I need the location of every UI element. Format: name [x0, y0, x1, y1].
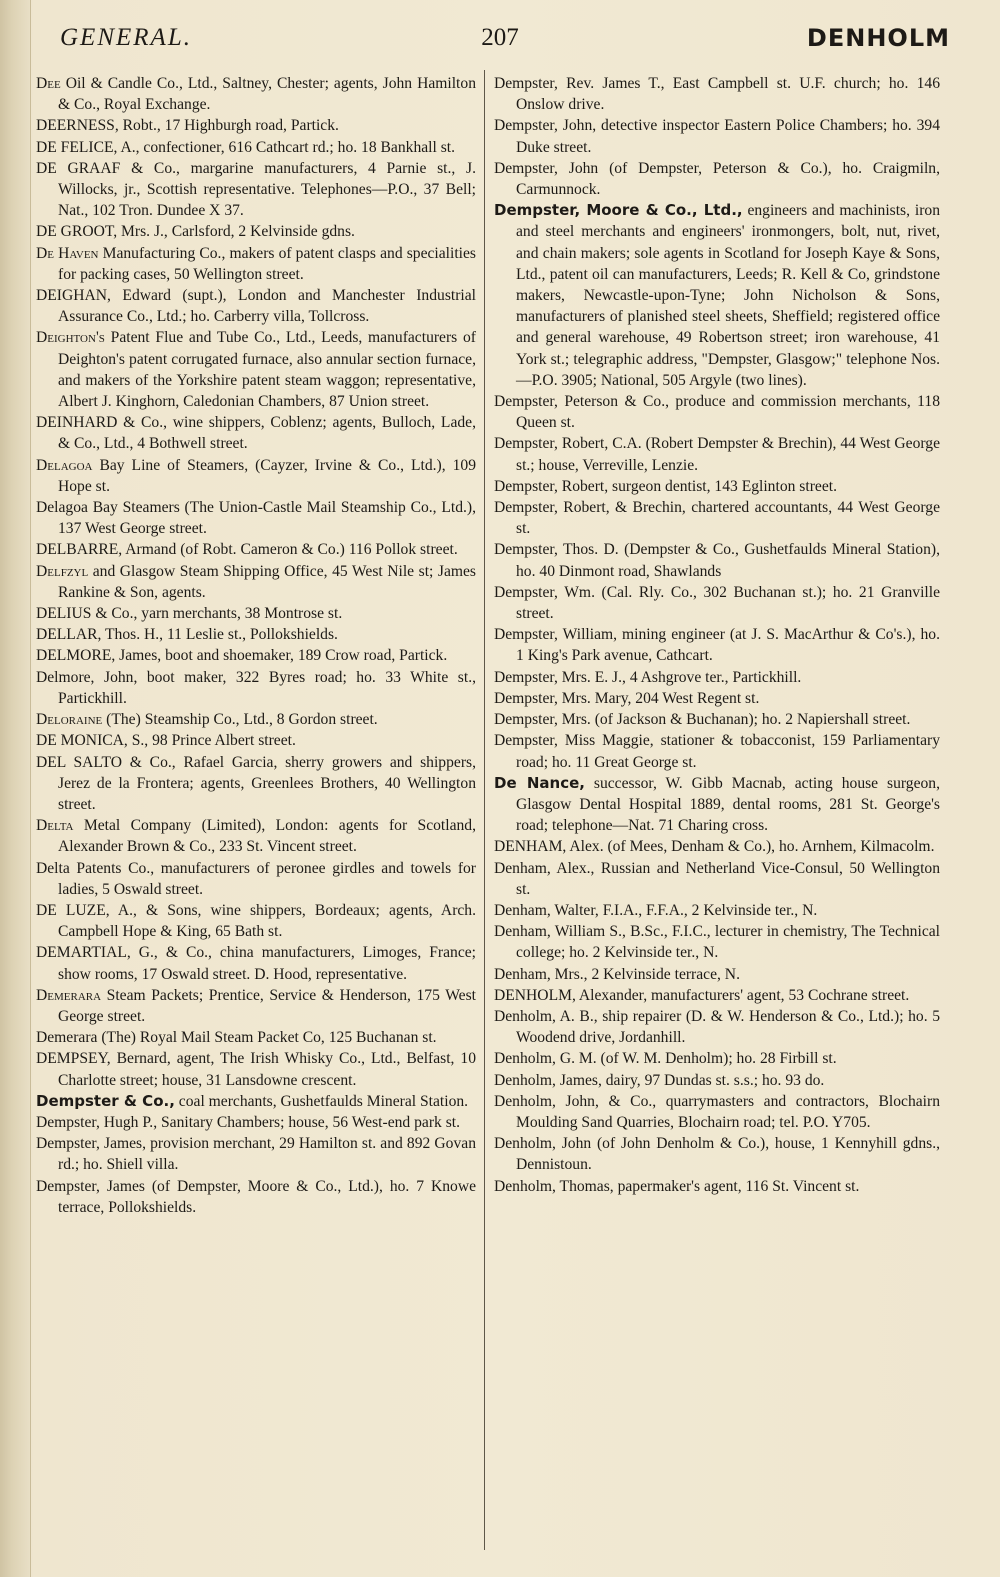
entry-details: & Co., Rafael Garcia, sherry growers and shippers, Jerez de la Frontera; agents, Greenlees Brothers, 40 Wellington street.: [58, 753, 476, 813]
entry-name: DE GROOT,: [36, 223, 118, 241]
directory-entry: [36, 667, 476, 709]
entry-details: Peterson & Co., produce and commission merchants, 118 Queen st.: [516, 393, 940, 432]
running-head: DENHOLM: [806, 24, 950, 52]
directory-entry: [494, 688, 940, 709]
entry-details: & Co., wine shippers, Coblenz; agents, Bulloch, Lade, & Co., Ltd., 4 Bothwell street.: [58, 414, 476, 453]
directory-entry: [36, 624, 476, 645]
directory-entry: [494, 773, 940, 837]
entry-name: Denham,: [494, 901, 551, 919]
entry-name: DE GRAAF: [36, 159, 121, 177]
entry-name: DENHOLM,: [494, 986, 576, 1004]
column-divider: [484, 70, 485, 1550]
directory-entry: [494, 476, 940, 497]
entry-details: Mrs., 2 Kelvinside terrace, N.: [550, 965, 740, 983]
entry-details: William, mining engineer (at J. S. MacArthur & Co's.), ho. 1 King's Park avenue, Cathcart.: [516, 626, 940, 665]
entry-name: DEMPSEY,: [36, 1050, 111, 1068]
directory-entry: [36, 1027, 476, 1048]
entry-details: Wm. (Cal. Rly. Co., 302 Buchanan st.); ho. 21 Granville street.: [516, 583, 940, 623]
entry-details: Mrs. J., Carlsford, 2 Kelvinside gdns.: [117, 223, 355, 241]
entry-name: DELLAR,: [36, 626, 102, 644]
directory-entry: [494, 1070, 940, 1091]
entry-details: William S., B.Sc., F.I.C., lecturer in chemistry, The Technical college; ho. 2 Kelvinside ter., N.: [516, 923, 940, 962]
entry-name: Denholm,: [494, 1177, 556, 1195]
directory-entry: [36, 752, 476, 816]
entry-name: DEINHARD: [36, 414, 118, 432]
directory-entry: [36, 497, 476, 539]
directory-entry: [494, 115, 940, 157]
entry-details: Bernard, agent, The Irish Whisky Co., Ltd., Belfast, 10 Charlotte street; house, 31 Lansdowne crescent.: [58, 1050, 476, 1089]
entry-name: Dempster & Co.,: [36, 1091, 175, 1110]
entry-details: Thos. H., 11 Leslie st., Pollokshields.: [101, 626, 338, 644]
entry-details: Robert, surgeon dentist, 143 Eglinton street.: [557, 477, 837, 495]
entry-name: Dempster,: [494, 732, 558, 750]
entry-name: Delta: [36, 817, 74, 835]
entry-name: DELBARRE,: [36, 541, 123, 559]
directory-entry: [36, 243, 476, 285]
directory-entry: [494, 1006, 940, 1048]
entry-details: Rev. James T., East Campbell st. U.F. church; ho. 146 Onslow drive.: [516, 75, 940, 114]
directory-entry: [36, 603, 476, 624]
page-header: [60, 18, 950, 62]
directory-entry: [494, 1048, 940, 1069]
entry-details: S., 98 Prince Albert street.: [127, 732, 296, 750]
entry-name: DELIUS: [36, 605, 92, 623]
entry-details: Walter, F.I.A., F.F.A., 2 Kelvinside ter., N.: [550, 901, 818, 919]
entry-name: Demerara: [36, 986, 102, 1004]
entry-details: John (of John Denholm & Co.), house, 1 Kennyhill gdns., Dennistoun.: [516, 1135, 940, 1174]
entry-name: Dee: [36, 75, 61, 92]
entry-name: Dempster,: [36, 1113, 100, 1131]
entry-name: DEERNESS,: [36, 117, 119, 135]
directory-entry: [36, 942, 476, 984]
entry-name: DE LUZE,: [36, 901, 110, 919]
entry-details: John (of Dempster, Peterson & Co.), ho. Craigmiln, Carmunnock.: [516, 159, 940, 199]
entry-details: John, boot maker, 322 Byres road; ho. 33 White st., Partickhill.: [58, 668, 476, 707]
entry-details: James (of Dempster, Moore & Co., Ltd.), ho. 7 Knowe terrace, Pollokshields.: [58, 1177, 476, 1216]
entry-details: James, provision merchant, 29 Hamilton st. and 892 Govan rd.; ho. Shiell villa.: [58, 1135, 476, 1174]
entry-name: Delmore,: [36, 668, 95, 686]
directory-entry: [36, 985, 476, 1027]
entry-name: Dempster,: [494, 159, 558, 177]
entry-name: Dempster,: [36, 1177, 100, 1195]
entry-name: Denham,: [494, 965, 551, 983]
entry-details: Thos. D. (Dempster & Co., Gushetfaulds Mineral Station), ho. 40 Dinmont road, Shawlands: [516, 541, 940, 580]
directory-entry: [494, 964, 940, 985]
entry-name: Deighton's: [36, 329, 105, 347]
entry-name: Dempster,: [494, 711, 558, 729]
entry-name: Dempster,: [494, 393, 558, 411]
entry-details: Robt., 17 Highburgh road, Partick.: [118, 117, 339, 135]
entry-details: Bay Steamers (The Union-Castle Mail Steamship Co., Ltd.), 137 West George street.: [58, 499, 476, 538]
entry-details: Steam Packets; Prentice, Service & Henderson, 175 West George street.: [58, 986, 476, 1025]
page-number: 207: [481, 24, 519, 51]
directory-entry: [36, 137, 476, 158]
entry-details: Bay Line of Steamers, (Cayzer, Irvine & Co., Ltd.), 109 Hope st.: [58, 456, 476, 495]
entry-name: DEMARTIAL,: [36, 944, 131, 962]
right-column: [494, 73, 940, 1197]
entry-details: Patent Flue and Tube Co., Ltd., Leeds, manufacturers of Deighton's patent corrugated furnace, also annular section furnace, and makers of the Yorkshire patent steam waggon; representative, Albert J. Kinghorn, Caledonian Chambers, 87 Union street.: [58, 329, 476, 411]
entry-name: Denholm,: [494, 1071, 556, 1089]
directory-entry: [36, 709, 476, 730]
entry-name: DEIGHAN,: [36, 287, 111, 305]
entry-name: Dempster,: [494, 668, 558, 686]
entry-name: DE FELICE,: [36, 138, 118, 156]
directory-entry: [494, 158, 940, 200]
directory-entry: [36, 1133, 476, 1175]
entry-details: A. B., ship repairer (D. & W. Henderson & Co., Ltd.); ho. 5 Woodend drive, Jordanhill.: [516, 1007, 940, 1047]
entry-details: John, detective inspector Eastern Police Chambers; ho. 394 Duke street.: [516, 117, 940, 156]
entry-details: & Co., margarine manufacturers, 4 Parnie st., J. Willocks, jr., Scottish representative. Telephones—P.O., 37 Bell; Nat., 102 Tron. Dundee X 37.: [58, 159, 476, 220]
entry-name: Deloraine: [36, 711, 103, 729]
directory-entry: [494, 200, 940, 391]
directory-entry: [36, 730, 476, 751]
directory-entry: [36, 645, 476, 666]
directory-entry: [494, 497, 940, 539]
directory-entry: [36, 1112, 476, 1133]
directory-entry: [494, 624, 940, 666]
entry-name: Demerara: [36, 1029, 98, 1047]
directory-entry: [36, 73, 476, 115]
entry-details: and Glasgow Steam Shipping Office, 45 West Nile st; James Rankine & Son, agents.: [58, 562, 476, 601]
directory-entry: [494, 667, 940, 688]
entry-details: Miss Maggie, stationer & tobacconist, 159 Parliamentary road; ho. 11 Great George st.: [516, 732, 940, 771]
directory-entry: [36, 1091, 476, 1112]
entry-details: G. M. (of W. M. Denholm); ho. 28 Firbill st.: [555, 1050, 837, 1068]
directory-entry: [36, 412, 476, 454]
entry-name: Dempster,: [494, 583, 558, 601]
entry-details: (The) Steamship Co., Ltd., 8 Gordon street.: [102, 711, 378, 729]
page-binding-edge: [0, 0, 31, 1577]
entry-name: Denholm,: [494, 1135, 556, 1153]
entry-details: Alex., Russian and Netherland Vice-Consul, 50 Wellington st.: [516, 859, 940, 898]
directory-entry: [494, 709, 940, 730]
entry-details: Oil & Candle Co., Ltd., Saltney, Chester; agents, John Hamilton & Co., Royal Exchange.: [58, 75, 476, 114]
entry-details: James, dairy, 97 Dundas st. s.s.; ho. 93 do.: [555, 1071, 825, 1089]
directory-entry: [36, 900, 476, 942]
directory-entry: [494, 539, 940, 581]
entry-details: engineers and machinists, iron and steel merchants and engineers' ironmongers, bolt, nut, rivet, and chain makers; sole agents in Scotland for Joseph Kaye & Sons, Ltd., patent oil can manufacturers, Leeds; R. Kell & Co, grindstone makers, Newcastle-upon-Tyne; John Nicholson & Sons, manufacturers of planished steel sheets, Sheffield; registered office and general warehouse, 49 Robertson street; iron warehouse, 41 York st.; telegraphic address, "Dempster, Glasgow;" telephone Nos.—P.O. 3905; National, 505 Argyle (two lines).: [516, 202, 940, 389]
entry-name: Dempster, Moore & Co., Ltd.,: [494, 201, 743, 220]
entry-name: Dempster,: [494, 75, 558, 92]
entry-name: Dempster,: [494, 477, 558, 495]
entry-name: DELMORE,: [36, 647, 116, 665]
directory-entry: [494, 900, 940, 921]
entry-details: coal merchants, Gushetfaulds Mineral Station.: [174, 1092, 469, 1110]
entry-details: Alexander, manufacturers' agent, 53 Cochrane street.: [575, 986, 910, 1004]
directory-entry: [494, 582, 940, 624]
directory-entry: [36, 1048, 476, 1090]
directory-entry: [36, 1176, 476, 1218]
directory-entry: [494, 1133, 940, 1175]
entry-name: Dempster,: [494, 626, 558, 644]
entry-details: successor, W. Gibb Macnab, acting house surgeon, Glasgow Dental Hospital 1889, dental rooms, 281 St. George's road; telephone—Nat. 71 Charing cross.: [516, 774, 940, 835]
directory-entry: [36, 115, 476, 136]
entry-name: Dempster,: [494, 689, 558, 707]
entry-details: Mrs. E. J., 4 Ashgrove ter., Partickhill.: [557, 668, 802, 686]
directory-entry: [36, 815, 476, 857]
entry-details: John, & Co., quarrymasters and contractors, Blochairn Moulding Sand Quarries, Blochairn road; tel. P.O. Y705.: [516, 1092, 940, 1131]
directory-entry: [494, 858, 940, 900]
entry-details: Armand (of Robt. Cameron & Co.) 116 Pollok street.: [122, 541, 458, 559]
entry-name: Denholm,: [494, 1007, 556, 1025]
entry-name: Denholm,: [494, 1050, 556, 1068]
directory-entry: [36, 285, 476, 327]
entry-name: Denham,: [494, 923, 551, 941]
entry-details: James, boot and shoemaker, 189 Crow road, Partick.: [115, 647, 448, 665]
entry-name: Dempster,: [494, 435, 558, 453]
entry-details: Mrs. (of Jackson & Buchanan); ho. 2 Napiershall street.: [557, 711, 911, 729]
entry-details: G., & Co., china manufacturers, Limoges, France; show rooms, 17 Oswald street. D. Hood, representative.: [58, 944, 476, 983]
entry-details: Thomas, papermaker's agent, 116 St. Vincent st.: [555, 1177, 860, 1195]
directory-entry: [36, 539, 476, 560]
directory-entry: [36, 455, 476, 497]
directory-entry: [494, 433, 940, 475]
directory-entry: [494, 836, 940, 857]
entry-name: Delta: [36, 859, 70, 877]
entry-details: Manufacturing Co., makers of patent clasps and specialities for packing cases, 50 Wellington street.: [58, 244, 476, 283]
entry-name: Delfzyl: [36, 562, 89, 580]
entry-details: Edward (supt.), London and Manchester Industrial Assurance Co., Ltd.; ho. Carberry villa, Tollcross.: [58, 287, 476, 326]
directory-entry: [36, 327, 476, 412]
entry-details: Patents Co., manufacturers of peronee girdles and towels for ladies, 5 Oswald street.: [58, 859, 476, 898]
entry-name: Delagoa: [36, 499, 88, 517]
entry-name: Dempster,: [494, 499, 558, 517]
entry-name: DENHAM,: [494, 838, 567, 856]
entry-name: Delagoa: [36, 456, 93, 474]
directory-entry: [36, 561, 476, 603]
entry-details: Robert, C.A. (Robert Dempster & Brechin), 44 West George st.; house, Verreville, Lenzie.: [516, 435, 940, 474]
entry-details: Hugh P., Sanitary Chambers; house, 56 West-end park st.: [99, 1113, 461, 1131]
entry-name: Dempster,: [36, 1135, 100, 1153]
entry-details: Mrs. Mary, 204 West Regent st.: [557, 689, 760, 707]
directory-entry: [36, 858, 476, 900]
directory-entry: [494, 1091, 940, 1133]
entry-name: Dempster,: [494, 541, 558, 559]
directory-entry: [494, 1176, 940, 1197]
directory-entry: [36, 158, 476, 222]
entry-name: Denham,: [494, 859, 551, 877]
entry-details: A., confectioner, 616 Cathcart rd.; ho. 18 Bankhall st.: [117, 138, 456, 156]
entry-name: DE MONICA,: [36, 732, 128, 750]
entry-details: (The) Royal Mail Steam Packet Co, 125 Buchanan st.: [97, 1029, 437, 1047]
entry-details: A., & Sons, wine shippers, Bordeaux; agents, Arch. Campbell Hope & King, 65 Bath st.: [58, 901, 477, 941]
entry-details: Robert, & Brechin, chartered accountants, 44 West George st.: [516, 499, 940, 538]
left-column: [36, 73, 476, 1218]
directory-entry: [494, 921, 940, 963]
entry-name: De Nance,: [494, 773, 585, 792]
entry-name: DEL SALTO: [36, 753, 123, 771]
entry-details: Metal Company (Limited), London: agents for Scotland, Alexander Brown & Co., 233 St. Vincent street.: [58, 817, 476, 856]
entry-details: Alex. (of Mees, Denham & Co.), ho. Arnhem, Kilmacolm.: [566, 838, 935, 856]
entry-details: & Co., yarn merchants, 38 Montrose st.: [91, 605, 343, 623]
directory-entry: [494, 391, 940, 433]
directory-entry: [36, 221, 476, 242]
entry-name: Dempster,: [494, 117, 558, 135]
entry-name: De Haven: [36, 244, 99, 262]
directory-entry: [494, 985, 940, 1006]
section-title: GENERAL.: [60, 24, 192, 51]
directory-entry: [494, 73, 940, 115]
entry-name: Denholm,: [494, 1092, 556, 1110]
directory-entry: [494, 730, 940, 772]
